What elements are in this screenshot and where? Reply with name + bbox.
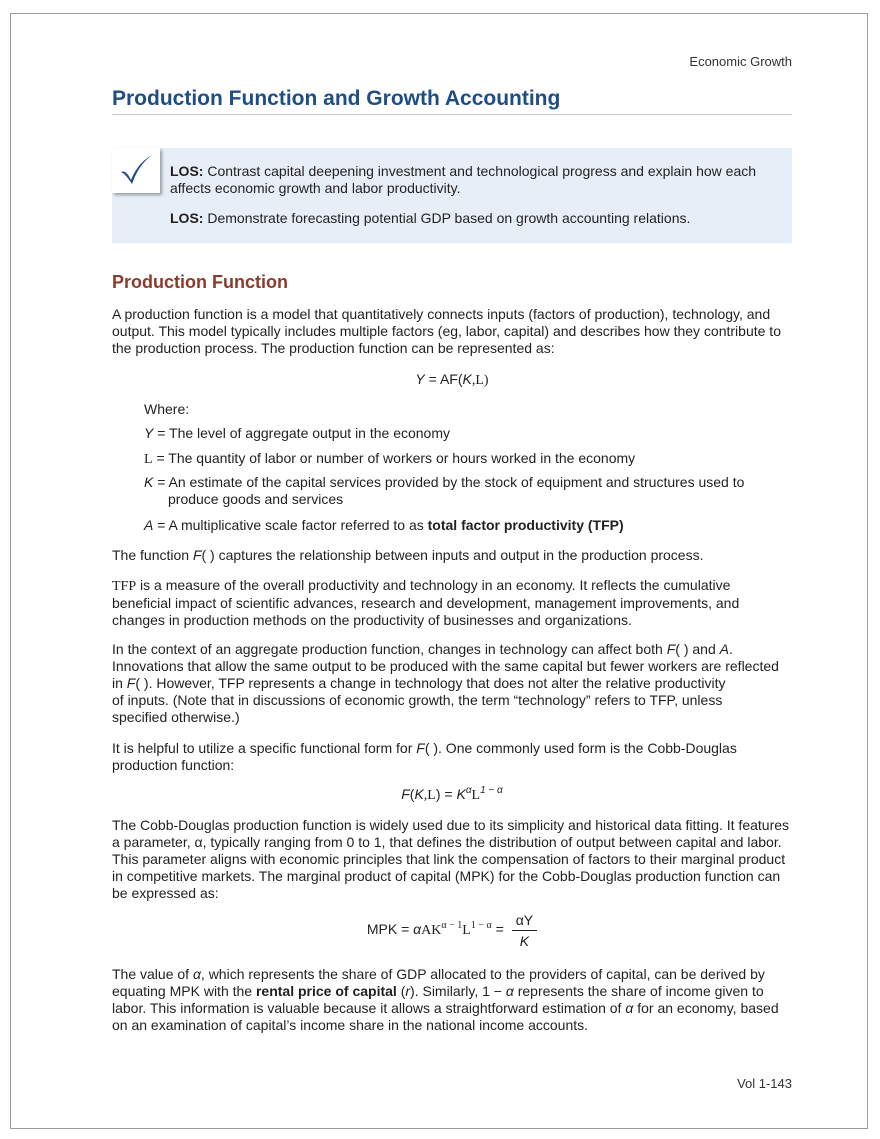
los-prefix: LOS: <box>170 163 204 179</box>
equation-mpk: MPK = $\alpha AK^{\alpha - 1}L^{1 - \alpha}$ = $\frac{\alpha Y}{K}$ <box>112 912 792 949</box>
paragraph-function-f: The function F( ) captures the relationship between inputs and output in the production process. <box>112 547 704 563</box>
section-heading: Production Function <box>112 272 288 292</box>
paragraph-cobb-douglas: The Cobb-Douglas production function is widely used due to its simplicity and historical data fitting. It features a parameter, α, typically ranging from 0 to 1, that defines the distribution of output between capital and labor. This parameter aligns with economic principles that link the compensation of factors to their marginal product in competitive markets. The marginal product of capital (MPK) for the Cobb-Douglas production function can be expressed as: <box>112 817 790 901</box>
equation-production-function: Y = AF(K,L) <box>415 371 489 388</box>
definition-l: L = The quantity of labor or number of workers or hours worked in the economy <box>144 450 636 467</box>
title-divider <box>112 114 792 115</box>
paragraph-intro: A production function is a model that quantitatively connects inputs (factors of production), technology, and output. This model typically includes multiple factors (eg, labor, capital) and describes how they contribute to the production process. The production function can be represented as: <box>112 306 781 356</box>
equation-cobb-douglas: $F(K,L) = K^\alpha L^{1 - \alpha}$ <box>401 785 503 803</box>
los-item-1 <box>170 163 780 197</box>
paragraph-technology: In the context of an aggregate production function, changes in technology can affect both F( ) and A. Innovations that allow the same output to be produced with the same capital but fewer workers are reflected in F( ). However, TFP represents a change in technology that does not alter the relative productivity of inputs. (Note that in discussions of economic growth, the term “technology” refers to TFP, unless specified otherwise.) <box>112 641 779 725</box>
page-title: Production Function and Growth Accounting <box>112 87 561 110</box>
paragraph-functional-form: It is helpful to utilize a specific functional form for F( ). One commonly used form is the Cobb-Douglas production function: <box>112 740 737 773</box>
definition-a: A = A multiplicative scale factor referred to as total factor productivity (TFP) <box>144 517 624 533</box>
checkmark-icon <box>118 152 154 188</box>
mpk-fraction: $\frac{\alpha Y}{K}$ <box>512 912 537 949</box>
checkmark-badge <box>112 148 160 193</box>
definition-k: K = An estimate of the capital services provided by the stock of equipment and structures used to produce goods and services <box>144 474 745 507</box>
running-header: Economic Growth <box>689 54 792 69</box>
paragraph-tfp: TFP is a measure of the overall productivity and technology in an economy. It reflects the cumulative beneficial impact of scientific advances, research and development, management improvements, and changes in production methods on the productivity of businesses and organizations. <box>112 577 740 628</box>
paragraph-alpha: The value of α, which represents the share of GDP allocated to the providers of capital, can be derived by equating MPK with the rental price of capital (r). Similarly, 1 − α represents the share of income given to labor. This information is valuable because it allows a straightforward estimation of α for an economy, based on an examination of capital’s income share in the national income accounts. <box>112 966 779 1033</box>
los-text: Contrast capital deepening investment and technological progress and explain how each affects economic growth and labor productivity. <box>170 163 757 196</box>
definition-y: Y = The level of aggregate output in the economy <box>144 425 451 441</box>
los-text: Demonstrate forecasting potential GDP based on growth accounting relations. <box>207 210 691 226</box>
los-prefix: LOS: <box>170 210 204 226</box>
page-number: Vol 1-143 <box>737 1076 792 1091</box>
where-label: Where: <box>144 401 190 417</box>
los-item-2 <box>170 210 780 227</box>
